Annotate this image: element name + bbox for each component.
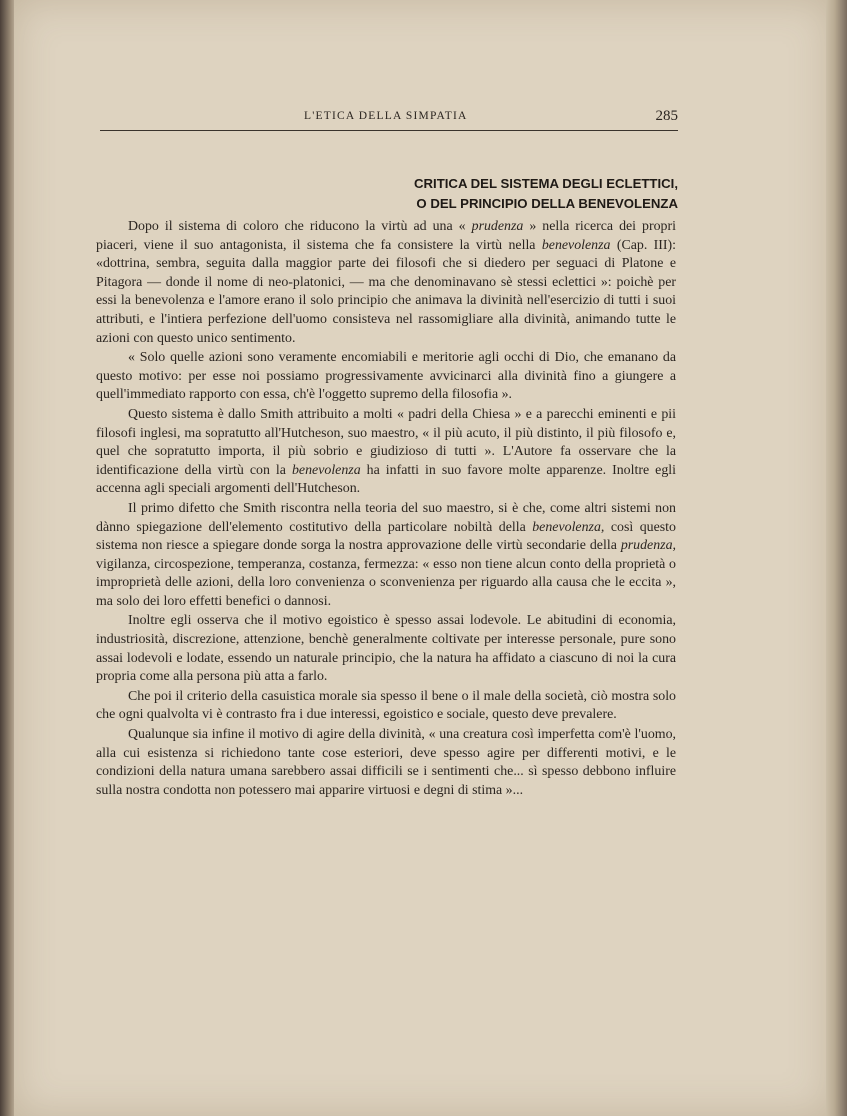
italic-term: benevolenza, <box>532 519 605 535</box>
paragraph-2: « Solo quelle azioni sono veramente encomiabili e meritorie agli occhi di Dio, che emanano da questo motivo: per esse noi possiamo progressivamente avvicinarci alla divinità fino a giungere a quell'immediato rapporto con essa, ch'è l'oggetto supremo della filosofia ». <box>96 350 676 403</box>
italic-term: prudenza, <box>620 538 676 554</box>
italic-term: prudenza <box>471 219 524 234</box>
paragraph-7: Qualunque sia infine il motivo di agire della divinità, « una creatura così imperfetta com'è l'uomo, alla cui esistenza si richiedono tante cose esteriori, deve spesso agire per differenti motivi, e le condizioni della natura umana sarebbero assai difficili se i sentimenti che... sì spesso debbono influire sulla nostra condotta non potessero mai apparire virtuosi e degni di stima »... <box>96 727 676 798</box>
paragraph-1: Dopo il sistema di coloro che riducono la virtù ad una « prudenza » nella ricerca dei propri piaceri, viene il suo antagonista, il sistema che fa consistere la virtù nella benevolenza (Cap. III): «dottrina, sembra, seguita dalla maggior parte dei filosofi che si diedero per seguaci di Platone e Pitagora — donde il nome di neo-platonici, — ma che denominavano sè stessi eclettici »: poichè per essi la benevolenza e l'amore erano il solo principio che animava la divinità nell'esercizio di tutti i suoi attributi, e l'intiera perfezione dell'uomo consisteva nel rassomigliare alla divinità, animando tutte le azioni con questo unico sentimento. <box>96 219 677 346</box>
running-title: L'ETICA DELLA SIMPATIA <box>304 110 468 122</box>
body-text <box>96 218 676 800</box>
paragraph-4: Il primo difetto che Smith riscontra nella teoria del suo maestro, si è che, come altri sistemi non dànno spiegazione dell'elemento costitutivo della particolare nobiltà della benevolenza, così questo sistema non riesce a spiegare donde sorga la nostra approvazione delle virtù secondarie della prudenza, vigilanza, circospezione, temperanza, costanza, fermezza: « esso non tiene alcun conto della proprietà o improprietà delle azioni, della loro convenienza o sconvenienza per riguardo alla causa che le eccita », ma solo dei loro effetti benefici o dannosi. <box>96 500 676 609</box>
section-title-line-1: CRITICA DEL SISTEMA DEGLI ECLETTICI, <box>414 176 678 191</box>
page-edge <box>826 0 847 1116</box>
paragraph-6: Che poi il criterio della casuistica morale sia spesso il bene o il male della società, ciò mostra solo che ogni qualvolta vi è contrasto fra i due interessi, egoistico e sociale, questo deve prevalere. <box>96 688 676 723</box>
section-title-line-2: O DEL PRINCIPIO DELLA BENEVOLENZA <box>416 196 678 211</box>
running-header <box>100 108 678 131</box>
italic-term: benevolenza <box>541 237 611 253</box>
paragraph-3: Questo sistema è dallo Smith attribuito a molti « padri della Chiesa » e a parecchi eminenti e pii filosofi inglesi, ma sopratutto all'Hutcheson, suo maestro, « il più acuto, il più distinto, il più filosofo e, quel che sopratutto importa, il più sobrio e giudizioso di tutti ». L'Autore fa osservare che la identificazione della virtù con la benevolenza ha infatti in suo favore molte apparenze. Inoltre egli accenna agli speciali argomenti dell'Hutcheson. <box>96 406 676 497</box>
section-heading <box>300 174 678 214</box>
page-number: 285 <box>655 108 678 124</box>
italic-term: benevolenza <box>291 462 361 478</box>
paragraph-5: Inoltre egli osserva che il motivo egoistico è spesso assai lodevole. Le abitudini di economia, industriosità, discrezione, attenzione, benchè generalmente coltivate per interesse personale, pure sono assai lodevoli e lodate, essendo un naturale principio, che la natura ha affidato a ciascuno di noi la cura propria come alla persona più atta a farlo. <box>96 613 676 685</box>
